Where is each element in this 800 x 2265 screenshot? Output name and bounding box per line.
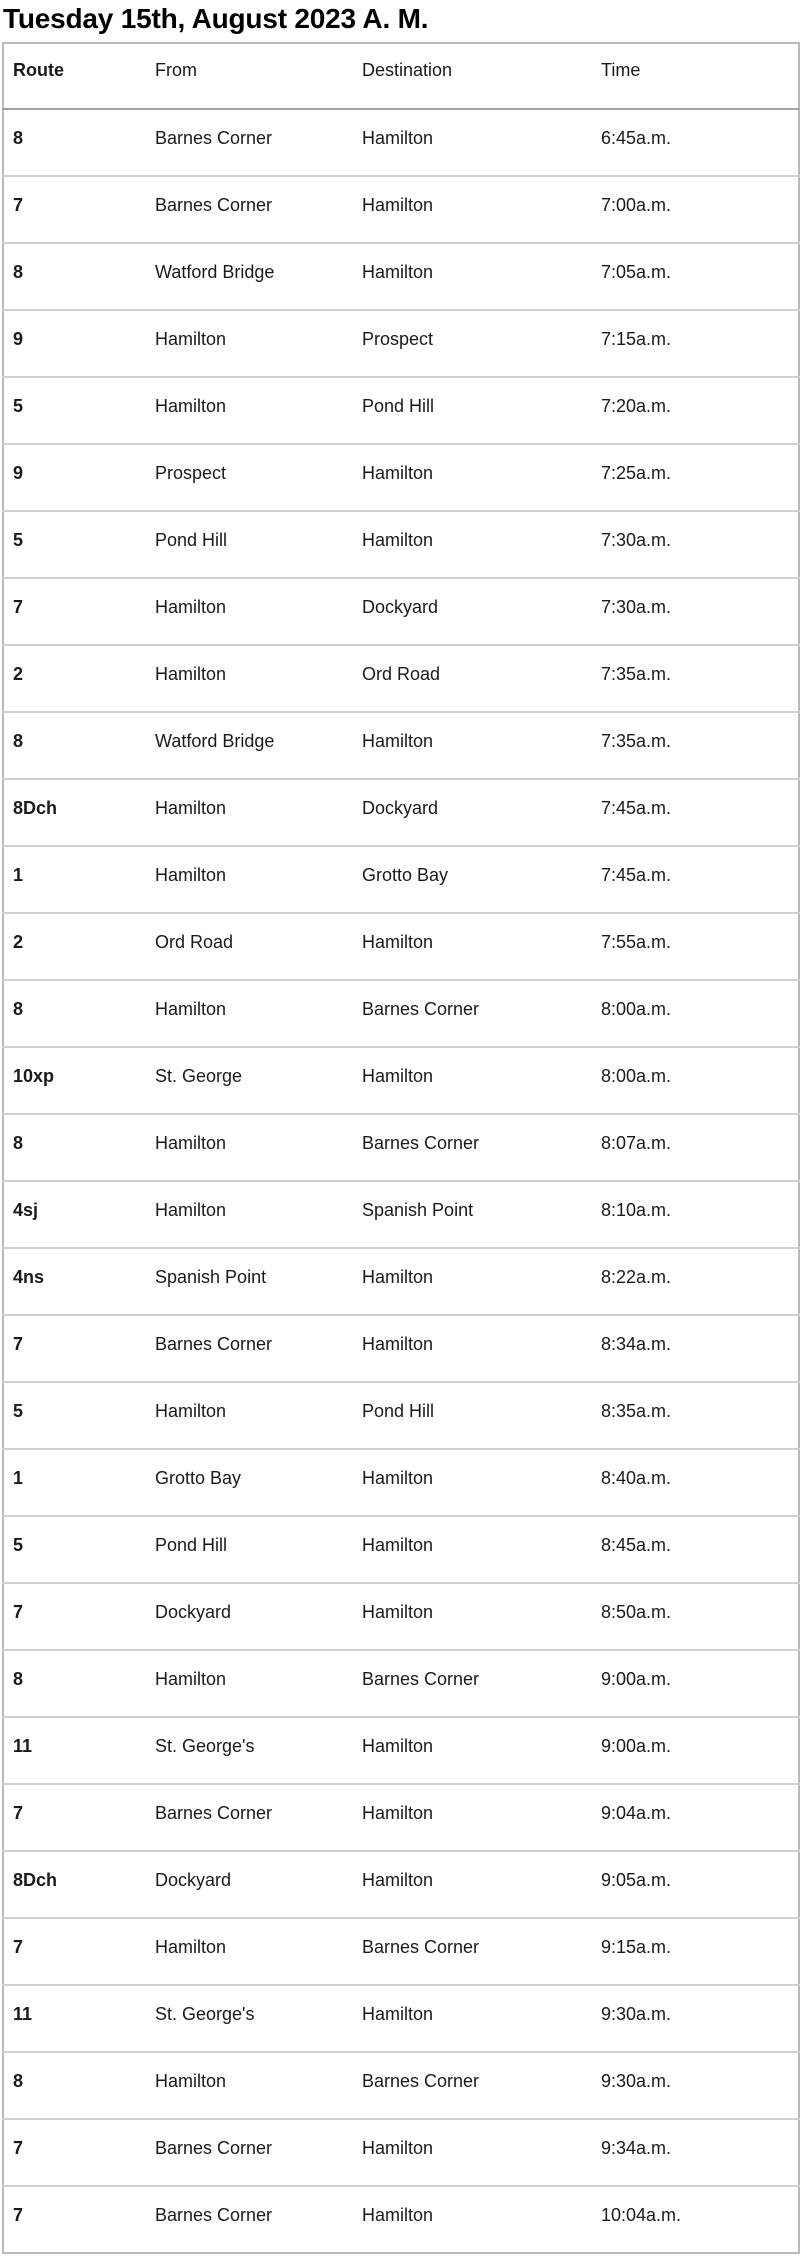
time-cell: 9:05a.m. bbox=[592, 1851, 799, 1918]
table-row bbox=[3, 1315, 799, 1382]
table-row bbox=[3, 1918, 799, 1985]
from-cell: St. George's bbox=[146, 1717, 353, 1784]
route-cell: 7 bbox=[3, 1784, 146, 1851]
route-cell: 7 bbox=[3, 2119, 146, 2186]
from-cell: Hamilton bbox=[146, 980, 353, 1047]
destination-cell: Dockyard bbox=[353, 779, 592, 846]
table-row bbox=[3, 2119, 799, 2186]
route-cell: 4ns bbox=[3, 1248, 146, 1315]
route-cell: 11 bbox=[3, 1985, 146, 2052]
destination-cell: Grotto Bay bbox=[353, 846, 592, 913]
time-cell: 7:45a.m. bbox=[592, 846, 799, 913]
destination-cell: Hamilton bbox=[353, 109, 592, 176]
route-cell: 10xp bbox=[3, 1047, 146, 1114]
table-row bbox=[3, 712, 799, 779]
destination-cell: Barnes Corner bbox=[353, 2052, 592, 2119]
table-row bbox=[3, 1449, 799, 1516]
destination-cell: Hamilton bbox=[353, 1449, 592, 1516]
table-row bbox=[3, 1181, 799, 1248]
route-cell: 2 bbox=[3, 913, 146, 980]
from-cell: Dockyard bbox=[146, 1851, 353, 1918]
from-cell: Hamilton bbox=[146, 578, 353, 645]
route-cell: 5 bbox=[3, 511, 146, 578]
from-cell: St. George's bbox=[146, 1985, 353, 2052]
from-cell: Spanish Point bbox=[146, 1248, 353, 1315]
table-row bbox=[3, 1516, 799, 1583]
schedule-table-body bbox=[3, 109, 799, 2253]
table-row bbox=[3, 444, 799, 511]
time-cell: 7:35a.m. bbox=[592, 645, 799, 712]
destination-cell: Barnes Corner bbox=[353, 1918, 592, 1985]
route-cell: 2 bbox=[3, 645, 146, 712]
table-row bbox=[3, 1851, 799, 1918]
route-cell: 7 bbox=[3, 176, 146, 243]
destination-cell: Barnes Corner bbox=[353, 980, 592, 1047]
time-cell: 7:55a.m. bbox=[592, 913, 799, 980]
destination-cell: Hamilton bbox=[353, 243, 592, 310]
destination-cell: Dockyard bbox=[353, 578, 592, 645]
time-cell: 7:15a.m. bbox=[592, 310, 799, 377]
column-header-from: From bbox=[146, 43, 353, 109]
from-cell: Hamilton bbox=[146, 1181, 353, 1248]
from-cell: Hamilton bbox=[146, 1382, 353, 1449]
table-row bbox=[3, 310, 799, 377]
time-cell: 8:07a.m. bbox=[592, 1114, 799, 1181]
table-row bbox=[3, 1784, 799, 1851]
from-cell: Hamilton bbox=[146, 779, 353, 846]
table-row bbox=[3, 1382, 799, 1449]
from-cell: Hamilton bbox=[146, 1918, 353, 1985]
destination-cell: Hamilton bbox=[353, 1516, 592, 1583]
route-cell: 8 bbox=[3, 243, 146, 310]
time-cell: 7:30a.m. bbox=[592, 578, 799, 645]
table-row bbox=[3, 1248, 799, 1315]
from-cell: Watford Bridge bbox=[146, 243, 353, 310]
destination-cell: Barnes Corner bbox=[353, 1114, 592, 1181]
table-row bbox=[3, 511, 799, 578]
route-cell: 7 bbox=[3, 578, 146, 645]
time-cell: 8:00a.m. bbox=[592, 980, 799, 1047]
from-cell: Ord Road bbox=[146, 913, 353, 980]
route-cell: 5 bbox=[3, 377, 146, 444]
time-cell: 9:04a.m. bbox=[592, 1784, 799, 1851]
schedule-table-header bbox=[3, 43, 799, 109]
bus-schedule-table bbox=[2, 42, 800, 2254]
header-row bbox=[3, 43, 799, 109]
table-row bbox=[3, 377, 799, 444]
from-cell: Watford Bridge bbox=[146, 712, 353, 779]
table-row bbox=[3, 109, 799, 176]
destination-cell: Hamilton bbox=[353, 1851, 592, 1918]
route-cell: 8 bbox=[3, 712, 146, 779]
column-header-destination: Destination bbox=[353, 43, 592, 109]
from-cell: Hamilton bbox=[146, 1650, 353, 1717]
destination-cell: Hamilton bbox=[353, 2119, 592, 2186]
destination-cell: Hamilton bbox=[353, 1583, 592, 1650]
route-cell: 8 bbox=[3, 980, 146, 1047]
table-row bbox=[3, 1047, 799, 1114]
time-cell: 7:45a.m. bbox=[592, 779, 799, 846]
from-cell: Barnes Corner bbox=[146, 1315, 353, 1382]
column-header-time: Time bbox=[592, 43, 799, 109]
route-cell: 8 bbox=[3, 1650, 146, 1717]
from-cell: Barnes Corner bbox=[155, 2205, 273, 2225]
destination-cell: Hamilton bbox=[353, 712, 592, 779]
time-cell: 7:35a.m. bbox=[592, 712, 799, 779]
destination-cell: Hamilton bbox=[353, 1784, 592, 1851]
route-cell: 8Dch bbox=[3, 1851, 146, 1918]
from-cell: Hamilton bbox=[146, 645, 353, 712]
destination-cell: Prospect bbox=[353, 310, 592, 377]
table-row bbox=[3, 1650, 799, 1717]
destination-cell: Hamilton bbox=[353, 913, 592, 980]
table-row bbox=[3, 2186, 799, 2253]
destination-cell: Hamilton bbox=[362, 2205, 434, 2225]
route-cell: 7 bbox=[3, 1315, 146, 1382]
from-cell: Barnes Corner bbox=[146, 109, 353, 176]
page-title: Tuesday 15th, August 2023 A. M. bbox=[3, 3, 429, 34]
destination-cell: Ord Road bbox=[353, 645, 592, 712]
destination-cell: Barnes Corner bbox=[353, 1650, 592, 1717]
destination-cell: Hamilton bbox=[353, 1985, 592, 2052]
route-cell: 5 bbox=[3, 1516, 146, 1583]
route-cell: 7 bbox=[3, 1918, 146, 1985]
time-cell: 7:30a.m. bbox=[592, 511, 799, 578]
table-row bbox=[3, 1985, 799, 2052]
route-cell: 1 bbox=[3, 846, 146, 913]
table-row bbox=[3, 779, 799, 846]
destination-cell: Spanish Point bbox=[353, 1181, 592, 1248]
destination-cell: Hamilton bbox=[353, 1315, 592, 1382]
time-cell: 8:00a.m. bbox=[592, 1047, 799, 1114]
destination-cell: Hamilton bbox=[353, 444, 592, 511]
route-cell: 4sj bbox=[3, 1181, 146, 1248]
table-row bbox=[3, 913, 799, 980]
route-cell: 8 bbox=[3, 2052, 146, 2119]
route-cell: 8 bbox=[3, 109, 146, 176]
time-cell: 7:25a.m. bbox=[592, 444, 799, 511]
time-cell: 6:45a.m. bbox=[592, 109, 799, 176]
table-row bbox=[3, 2052, 799, 2119]
route-cell: 8Dch bbox=[3, 779, 146, 846]
time-cell: 8:22a.m. bbox=[592, 1248, 799, 1315]
destination-cell: Hamilton bbox=[353, 1047, 592, 1114]
time-cell: 8:45a.m. bbox=[592, 1516, 799, 1583]
table-row bbox=[3, 1717, 799, 1784]
time-cell: 8:50a.m. bbox=[592, 1583, 799, 1650]
route-cell: 1 bbox=[3, 1449, 146, 1516]
time-cell: 9:00a.m. bbox=[592, 1717, 799, 1784]
table-row bbox=[3, 243, 799, 310]
time-cell: 9:15a.m. bbox=[592, 1918, 799, 1985]
time-cell: 8:40a.m. bbox=[592, 1449, 799, 1516]
time-cell: 8:10a.m. bbox=[592, 1181, 799, 1248]
time-cell: 7:20a.m. bbox=[592, 377, 799, 444]
from-cell: Barnes Corner bbox=[146, 2119, 353, 2186]
time-cell: 8:35a.m. bbox=[592, 1382, 799, 1449]
route-cell: 5 bbox=[3, 1382, 146, 1449]
table-row bbox=[3, 176, 799, 243]
route-cell: 7 bbox=[13, 2205, 24, 2225]
table-row bbox=[3, 846, 799, 913]
from-cell: Hamilton bbox=[146, 846, 353, 913]
table-row bbox=[3, 980, 799, 1047]
from-cell: Barnes Corner bbox=[146, 1784, 353, 1851]
route-cell: 9 bbox=[3, 444, 146, 511]
from-cell: Barnes Corner bbox=[146, 176, 353, 243]
column-header-route: Route bbox=[3, 43, 146, 109]
destination-cell: Hamilton bbox=[353, 176, 592, 243]
from-cell: Hamilton bbox=[146, 377, 353, 444]
time-cell: 9:00a.m. bbox=[592, 1650, 799, 1717]
from-cell: Hamilton bbox=[146, 2052, 353, 2119]
destination-cell: Pond Hill bbox=[353, 377, 592, 444]
route-cell: 8 bbox=[3, 1114, 146, 1181]
route-cell: 11 bbox=[3, 1717, 146, 1784]
route-cell: 7 bbox=[3, 1583, 146, 1650]
route-cell: 9 bbox=[3, 310, 146, 377]
table-row bbox=[3, 645, 799, 712]
table-row bbox=[3, 578, 799, 645]
from-cell: Prospect bbox=[146, 444, 353, 511]
from-cell: Pond Hill bbox=[146, 511, 353, 578]
time-cell: 7:00a.m. bbox=[592, 176, 799, 243]
from-cell: Grotto Bay bbox=[146, 1449, 353, 1516]
from-cell: Dockyard bbox=[146, 1583, 353, 1650]
destination-cell: Pond Hill bbox=[353, 1382, 592, 1449]
from-cell: St. George bbox=[146, 1047, 353, 1114]
time-cell: 9:30a.m. bbox=[592, 2052, 799, 2119]
table-row bbox=[3, 1583, 799, 1650]
from-cell: Hamilton bbox=[146, 310, 353, 377]
time-cell: 9:34a.m. bbox=[592, 2119, 799, 2186]
from-cell: Hamilton bbox=[146, 1114, 353, 1181]
time-cell: 7:05a.m. bbox=[592, 243, 799, 310]
time-cell: 8:34a.m. bbox=[592, 1315, 799, 1382]
destination-cell: Hamilton bbox=[353, 1248, 592, 1315]
time-cell: 10:04a.m. bbox=[601, 2205, 682, 2225]
table-row bbox=[3, 1114, 799, 1181]
time-cell: 9:30a.m. bbox=[592, 1985, 799, 2052]
destination-cell: Hamilton bbox=[353, 511, 592, 578]
destination-cell: Hamilton bbox=[353, 1717, 592, 1784]
from-cell: Pond Hill bbox=[146, 1516, 353, 1583]
